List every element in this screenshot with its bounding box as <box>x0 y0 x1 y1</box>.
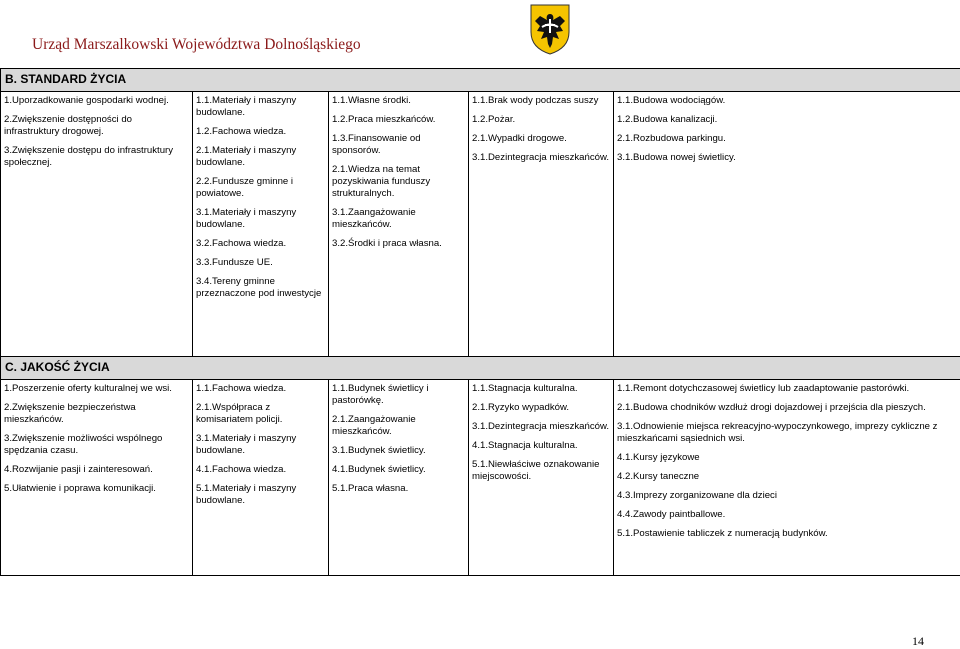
list-item: 1.3.Finansowanie od sponsorów. <box>332 133 465 157</box>
list-item: 5.1.Materiały i maszyny budowlane. <box>196 483 325 507</box>
list-item: 3.1.Budowa nowej świetlicy. <box>617 152 957 164</box>
list-item: 5.Ułatwienie i poprawa komunikacji. <box>4 483 189 495</box>
list-item: 1.2.Budowa kanalizacji. <box>617 114 957 126</box>
standard-table <box>0 68 960 358</box>
list-item: 2.1.Wiedza na temat pozyskiwania funduszy strukturalnych. <box>332 164 465 200</box>
list-item: 2.Zwiększenie bezpieczeństwa mieszkańców. <box>4 402 189 426</box>
list-item: 4.1.Budynek świetlicy. <box>332 464 465 476</box>
list-item: 4.Rozwijanie pasji i zainteresowań. <box>4 464 189 476</box>
tasks-cell <box>614 92 960 358</box>
list-item: 3.1.Materiały i maszyny budowlane. <box>196 207 325 231</box>
resources-cell <box>193 380 329 576</box>
quality-table <box>0 356 960 576</box>
list-item: 2.2.Fundusze gminne i powiatowe. <box>196 176 325 200</box>
list-item: 5.1.Praca własna. <box>332 483 465 495</box>
list-item: 4.1.Kursy językowe <box>617 452 957 464</box>
list-item: 1.1.Stagnacja kulturalna. <box>472 383 610 395</box>
list-item: 4.1.Stagnacja kulturalna. <box>472 440 610 452</box>
list-item: 1.1.Budowa wodociągów. <box>617 95 957 107</box>
list-item: 1.1.Budynek świetlicy i pastorówkę. <box>332 383 465 407</box>
risks-cell <box>469 380 614 576</box>
list-item: 3.1.Odnowienie miejsca rekreacyjno-wypoczynkowego, imprezy cykliczne z mieszkańcami sąsiednich wsi. <box>617 421 957 445</box>
list-item: 4.3.Imprezy zorganizowane dla dzieci <box>617 490 957 502</box>
resources-cell <box>193 92 329 358</box>
list-item: 4.2.Kursy taneczne <box>617 471 957 483</box>
list-item: 5.1.Postawienie tabliczek z numeracją budynków. <box>617 528 957 540</box>
list-item: 2.1.Współpraca z komisariatem policji. <box>196 402 325 426</box>
list-item: 1.1.Fachowa wiedza. <box>196 383 325 395</box>
list-item: 2.1.Rozbudowa parkingu. <box>617 133 957 145</box>
list-item: 2.1.Zaangażowanie mieszkańców. <box>332 414 465 438</box>
page-number: 14 <box>912 634 924 649</box>
tasks-cell <box>614 380 960 576</box>
list-item: 4.1.Fachowa wiedza. <box>196 464 325 476</box>
list-item: 3.Zwiększenie dostępu do infrastruktury społecznej. <box>4 145 189 169</box>
risks-cell <box>469 92 614 358</box>
list-item: 1.1.Remont dotychczasowej świetlicy lub zaadaptowanie pastorówki. <box>617 383 957 395</box>
section-title-quality: C. JAKOŚĆ ŻYCIA <box>1 357 960 380</box>
list-item: 2.1.Ryzyko wypadków. <box>472 402 610 414</box>
goals-cell <box>1 380 193 576</box>
list-item: 3.1.Zaangażowanie mieszkańców. <box>332 207 465 231</box>
list-item: 3.1.Dezintegracja mieszkańców. <box>472 152 610 164</box>
list-item: 3.Zwiększenie możliwości wspólnego spędzania czasu. <box>4 433 189 457</box>
list-item: 1.1.Brak wody podczas suszy <box>472 95 610 107</box>
eagle-crest-icon <box>528 2 572 56</box>
list-item: 3.2.Środki i praca własna. <box>332 238 465 250</box>
institution-title: Urząd Marszalkowski Województwa Dolnośląskiego <box>32 36 361 54</box>
list-item: 3.3.Fundusze UE. <box>196 257 325 269</box>
list-item: 3.2.Fachowa wiedza. <box>196 238 325 250</box>
list-item: 2.Zwiększenie dostępności do infrastruktury drogowej. <box>4 114 189 138</box>
list-item: 2.1.Budowa chodników wzdłuż drogi dojazdowej i przejścia dla pieszych. <box>617 402 957 414</box>
assets-cell <box>329 92 469 358</box>
list-item: 4.4.Zawody paintballowe. <box>617 509 957 521</box>
list-item: 5.1.Niewłaściwe oznakowanie miejscowości. <box>472 459 610 483</box>
list-item: 3.4.Tereny gminne przeznaczone pod inwestycje <box>196 276 325 300</box>
list-item: 3.1.Budynek świetlicy. <box>332 445 465 457</box>
assets-cell <box>329 380 469 576</box>
list-item: 3.1.Dezintegracja mieszkańców. <box>472 421 610 433</box>
list-item: 1.2.Fachowa wiedza. <box>196 126 325 138</box>
page-header <box>0 0 960 62</box>
list-item: 1.2.Praca mieszkańców. <box>332 114 465 126</box>
list-item: 1.2.Pożar. <box>472 114 610 126</box>
list-item: 2.1.Wypadki drogowe. <box>472 133 610 145</box>
list-item: 1.1.Własne środki. <box>332 95 465 107</box>
list-item: 1.Poszerzenie oferty kulturalnej we wsi. <box>4 383 189 395</box>
list-item: 1.Uporzadkowanie gospodarki wodnej. <box>4 95 189 107</box>
section-title-standard: B. STANDARD ŻYCIA <box>1 69 960 92</box>
list-item: 3.1.Materiały i maszyny budowlane. <box>196 433 325 457</box>
list-item: 1.1.Materiały i maszyny budowlane. <box>196 95 325 119</box>
goals-cell <box>1 92 193 358</box>
list-item: 2.1.Materiały i maszyny budowlane. <box>196 145 325 169</box>
